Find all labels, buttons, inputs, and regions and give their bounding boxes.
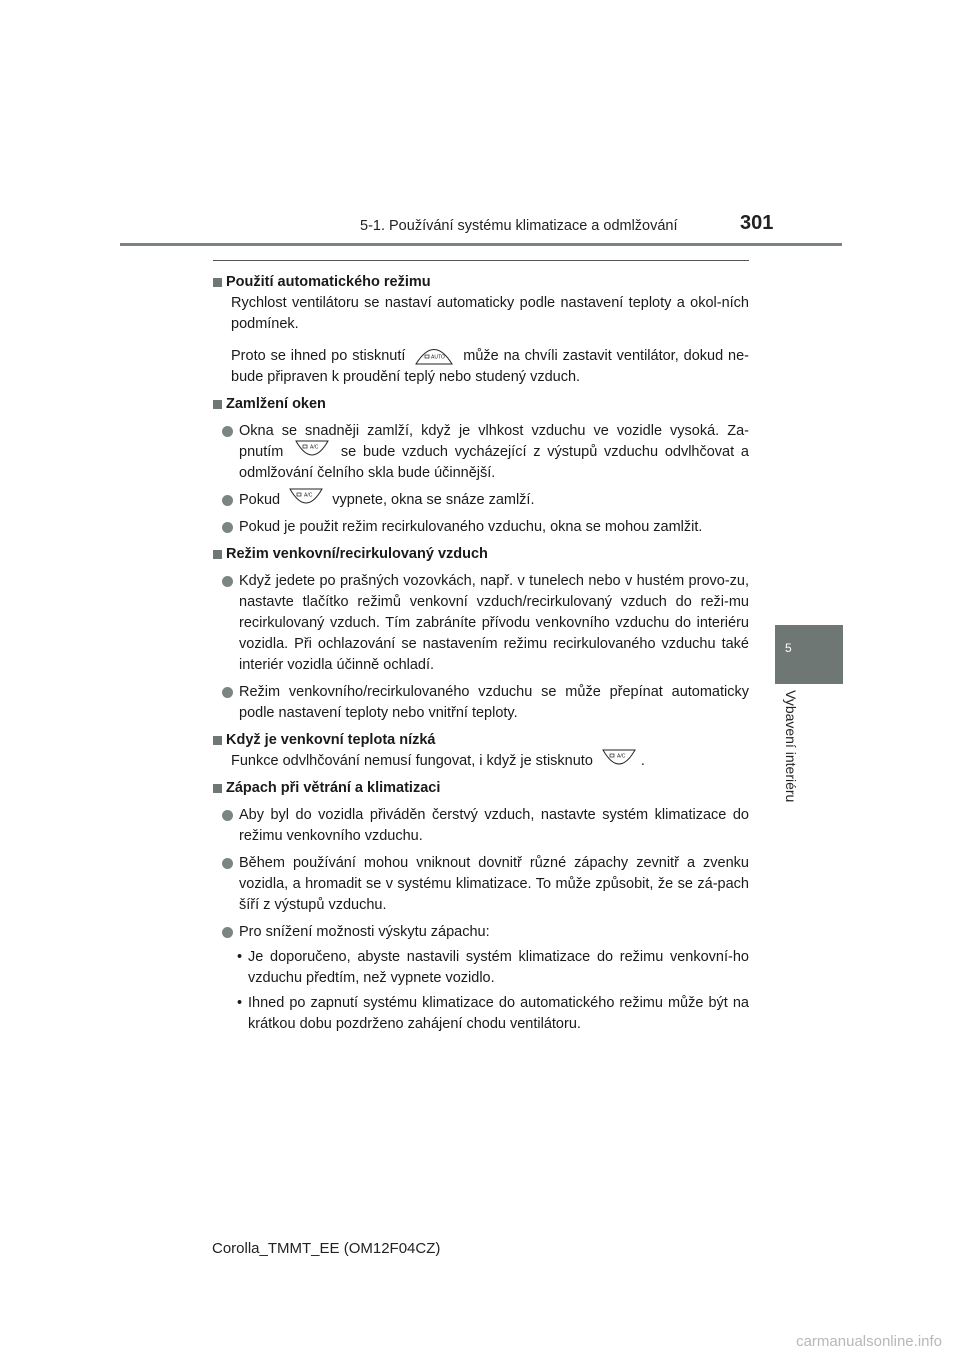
paragraph: Proto se ihned po stisknutí AUTO může na chvíli zastavit ventilátor, dokud ne-bude připraven k proudění teplý nebo studený vzduch. xyxy=(231,345,749,388)
paragraph: Rychlost ventilátoru se nastaví automaticky podle nastavení teploty a okol-ních podmínek. xyxy=(231,295,749,332)
footer-code: Corolla_TMMT_EE (OM12F04CZ) xyxy=(212,1240,441,1257)
round-bullet-icon xyxy=(222,810,233,821)
small-bullet-icon: • xyxy=(237,949,243,965)
section-heading: Zamlžení oken xyxy=(213,394,749,415)
list-item: Během používání mohou vniknout dovnitř různé zápachy zevnitř a zvenku vozidla, a hromadit se v systému klimatizace. To může způsobit, že se zá-pach šíří z výstupů vzduchu. xyxy=(239,853,749,916)
ac-button-icon xyxy=(601,748,637,770)
list-item: Režim venkovního/recirkulovaného vzduchu se může přepínat automaticky podle nastavení teploty nebo vnitřní teploty. xyxy=(239,682,749,724)
round-bullet-icon xyxy=(222,522,233,533)
ac-button-label: A/C xyxy=(304,492,313,499)
section-heading: Když je venkovní teplota nízká xyxy=(213,730,749,751)
side-tab-label: Vybavení interiéru xyxy=(783,690,799,803)
ac-button-label: A/C xyxy=(616,753,626,760)
section-heading: Použití automatického režimu xyxy=(213,272,749,293)
round-bullet-icon xyxy=(222,858,233,869)
content-rule xyxy=(213,260,749,261)
list-item: Pokud je použit režim recirkulovaného vzduchu, okna se mohou zamlžit. xyxy=(239,517,749,538)
list-item: Aby byl do vozidla přiváděn čerstvý vzduch, nastavte systém klimatizace do režimu venkovního vzduchu. xyxy=(239,805,749,847)
list-item: Pro snížení možnosti výskytu zápachu: xyxy=(239,922,749,943)
square-bullet-icon xyxy=(213,784,222,793)
page-number: 301 xyxy=(740,212,774,234)
list-item: Pokud A/C vypnete, okna se snáze zamlží. xyxy=(239,490,749,511)
square-bullet-icon xyxy=(213,736,222,745)
ac-button-icon xyxy=(294,439,330,461)
watermark: carmanualsonline.info xyxy=(796,1333,942,1350)
square-bullet-icon xyxy=(213,550,222,559)
section-heading: Režim venkovní/recirkulovaný vzduch xyxy=(213,544,749,565)
round-bullet-icon xyxy=(222,426,233,437)
square-bullet-icon xyxy=(213,400,222,409)
ac-button-icon xyxy=(288,487,324,509)
round-bullet-icon xyxy=(222,927,233,938)
sub-list-item: • Ihned po zapnutí systému klimatizace do automatického režimu může být na krátkou dobu pozdrženo zahájení chodu ventilátoru. xyxy=(237,995,749,1032)
ac-button-label: A/C xyxy=(310,444,319,451)
auto-button-icon xyxy=(414,341,454,367)
round-bullet-icon xyxy=(222,495,233,506)
round-bullet-icon xyxy=(222,576,233,587)
paragraph: Funkce odvlhčování nemusí fungovat, i když je stisknuto A/C . xyxy=(231,751,749,772)
section-heading: Zápach při větrání a klimatizaci xyxy=(213,778,749,799)
header-title: 5-1. Používání systému klimatizace a odmlžování xyxy=(360,218,678,234)
round-bullet-icon xyxy=(222,687,233,698)
side-tab-number: 5 xyxy=(785,641,792,655)
main-content xyxy=(213,272,749,1035)
list-item: Když jedete po prašných vozovkách, např. v tunelech nebo v hustém provo-zu, nastavte tlačítko režimů venkovní vzduch/recirkulovaný vzduch do reži-mu recirkulovaný vzduch. Tím zabráníte přívodu venkovního vzduchu do interiéru vozidla. Při ochlazování se nastavením režimu recirkulovaného vzduchu také interiér vozidla účinně ochladí. xyxy=(239,571,749,676)
sub-list-item: • Je doporučeno, abyste nastavili systém klimatizace do režimu venkovní-ho vzduchu předtím, než vypnete vozidlo. xyxy=(237,949,749,986)
small-bullet-icon: • xyxy=(237,995,243,1011)
list-item: Okna se snadněji zamlží, když je vlhkost vzduchu ve vozidle vysoká. Za-pnutím A/C se bude vzduch vycházející z výstupů vzduchu odvlhčovat a odmlžování čelního skla bude účinnější. xyxy=(239,421,749,484)
square-bullet-icon xyxy=(213,278,222,287)
header-rule xyxy=(120,243,842,246)
auto-button-label: AUTO xyxy=(431,354,446,361)
